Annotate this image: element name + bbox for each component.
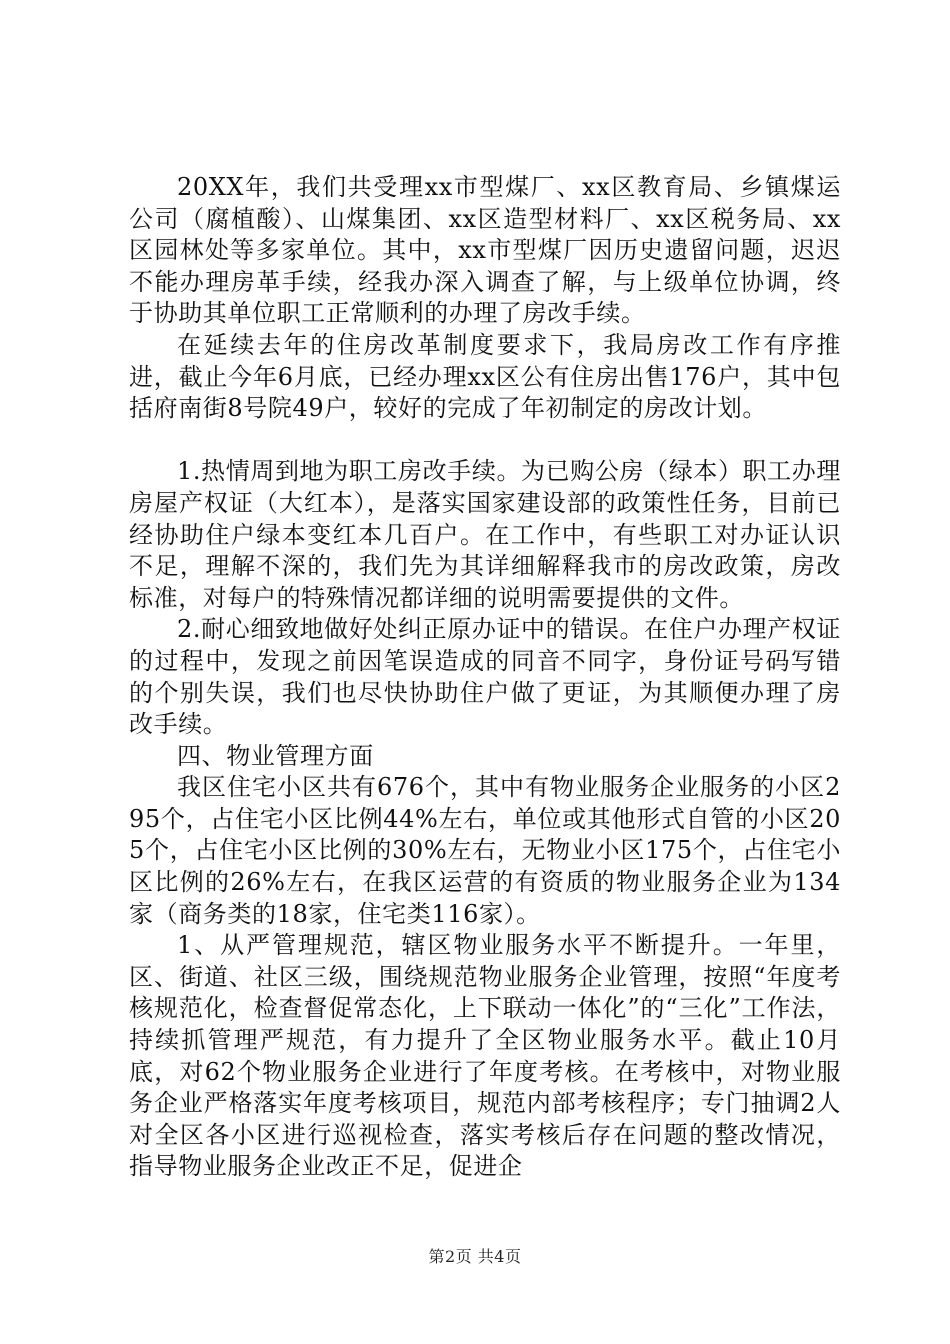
paragraph-residential-statistics: 我区住宅小区共有676个，其中有物业服务企业服务的小区295个，占住宅小区比例44%左右，单位或其他形式自管的小区205个，占住宅小区比例的30%左右，无物业小区175个，占住宅小区比例的26%左右，在我区运营的有资质的物业服务企业为134家（商务类的18家，住宅类116家）。	[129, 773, 841, 928]
paragraph-intake-units: 20XX年，我们共受理xx市型煤厂、xx区教育局、乡镇煤运公司（腐植酸）、山煤集团、xx区造型材料厂、xx区税务局、xx区园林处等多家单位。其中，xx市型煤厂因历史遗留问题，迟迟不能办理房革手续，经我办深入调查了解，与上级单位协调，终于协助其单位职工正常顺利的办理了房改手续。	[129, 173, 841, 328]
paragraph-item-1-strict-management: 1、从严管理规范，辖区物业服务水平不断提升。一年里，区、街道、社区三级，围绕规范物业服务企业管理，按照“年度考核规范化，检查督促常态化，上下联动一体化”的“三化”工作法，持续抓管理严规范，有力提升了全区物业服务水平。截止10月底，对62个物业服务企业进行了年度考核。在考核中，对物业服务企业严格落实年度考核项目，规范内部考核程序；专门抽调2人对全区各小区进行巡视检查，落实考核后存在问题的整改情况，指导物业服务企业改正不足，促进企	[129, 931, 841, 1181]
paragraph-item-1-certificates: 1.热情周到地为职工房改手续。为已购公房（绿本）职工办理房屋产权证（大红本），是落实国家建设部的政策性任务，目前已经协助住户绿本变红本几百户。在工作中，有些职工对办证认识不足，理解不深的，我们先为其详细解释我市的房改政策，房改标准，对每户的特殊情况都详细的说明需要提供的文件。	[129, 457, 841, 612]
document-body	[129, 172, 841, 1183]
section-heading-property-management: 四、物业管理方面	[177, 741, 374, 770]
paragraph-spacer	[129, 425, 841, 457]
page-number-footer: 第2页 共4页	[428, 1247, 522, 1266]
paragraph-item-2-corrections: 2.耐心细致地做好处纠正原办证中的错误。在住户办理产权证的过程中，发现之前因笔误造成的同音不同字，身份证号码写错的个别失误，我们也尽快协助住户做了更证，为其顺便办理了房改手续。	[129, 615, 841, 739]
paragraph-housing-reform-progress: 在延续去年的住房改革制度要求下，我局房改工作有序推进，截止今年6月底，已经办理xx区公有住房出售176户，其中包括府南街8号院49户，较好的完成了年初制定的房改计划。	[129, 330, 841, 423]
